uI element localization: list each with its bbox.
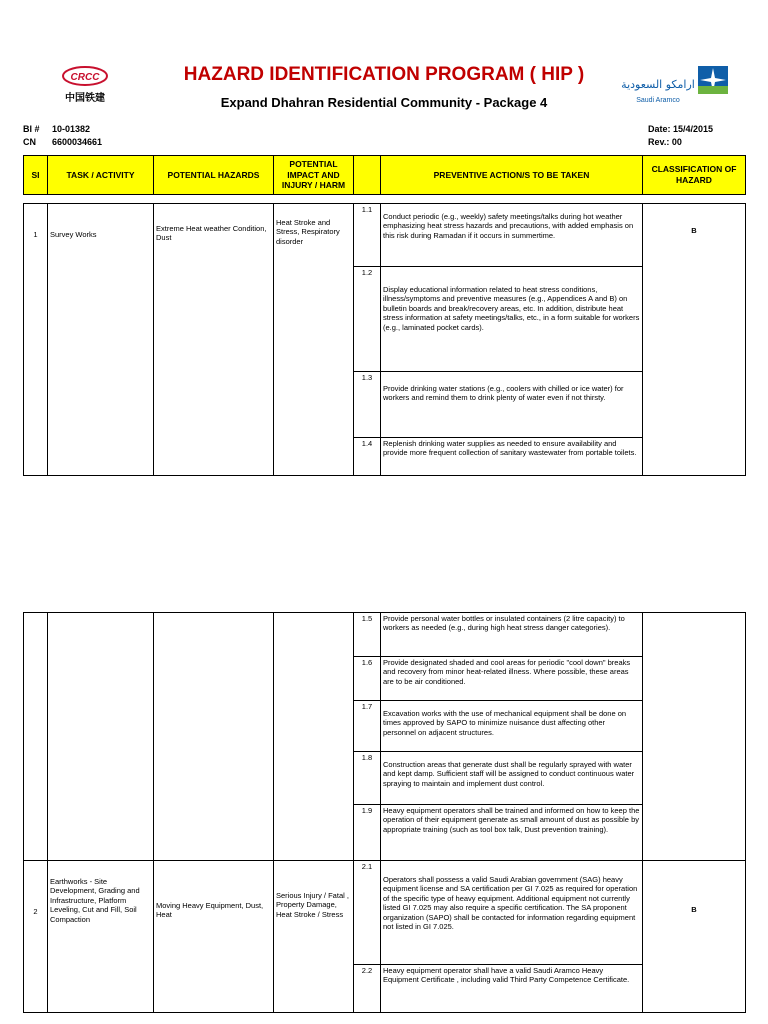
col-impact: POTENTIAL IMPACT AND INJURY / HARM bbox=[274, 156, 354, 195]
table-row bbox=[24, 613, 746, 657]
action-number: 1.9 bbox=[354, 805, 381, 861]
page-subtitle: Expand Dhahran Residential Community - Package 4 bbox=[220, 95, 548, 110]
row-classification-cont bbox=[643, 613, 746, 861]
action-text: Provide designated shaded and cool areas for periodic "cool down" breaks and recovery from minor heat-related illness. Where possible, these areas are to be air conditioned. bbox=[381, 657, 643, 701]
action-number: 1.2 bbox=[354, 267, 381, 372]
action-number: 1.4 bbox=[354, 438, 381, 476]
row-classification: B bbox=[643, 204, 746, 476]
row-impact: Heat Stroke and Stress, Respiratory disorder bbox=[274, 204, 354, 476]
action-number: 1.8 bbox=[354, 752, 381, 805]
date-value: Date: 15/4/2015 bbox=[648, 124, 714, 134]
action-text: Construction areas that generate dust shall be regularly sprayed with water and kept damp. Sufficient staff will be assigned to conduct continuous water spraying to maintain and implement dust control. bbox=[381, 752, 643, 805]
col-actions: PREVENTIVE ACTION/S TO BE TAKEN bbox=[381, 156, 643, 195]
action-text: Conduct periodic (e.g., weekly) safety meetings/talks during hot weather emphasizing heat stress hazards and precautions, with added emphasis on this risk during Ramadan if it occurs in summertime. bbox=[381, 204, 643, 267]
action-text: Provide personal water bottles or insulated containers (2 litre capacity) to workers as needed (e.g., during high heat stress danger categories). bbox=[381, 613, 643, 657]
action-text: Heavy equipment operator shall have a valid Saudi Aramco Heavy Equipment Certificate , including valid Third Party Competence Certificate. bbox=[381, 965, 643, 1013]
cn-label: CN bbox=[23, 137, 36, 147]
revision-value: Rev.: 00 bbox=[648, 137, 682, 147]
action-text: Display educational information related to heat stress conditions, illness/symptoms and preventive measures (e.g., Appendices A and B) on bulletin boards and break/recovery areas, etc. In addition, distribute heat stress information at safety meetings/talks, etc., in a form suitable for workers (e.g., laminated pocket cards). bbox=[381, 267, 643, 372]
row-si-cont bbox=[24, 613, 48, 861]
aramco-arabic-name: ارامكو السعودية bbox=[621, 78, 695, 91]
action-text: Excavation works with the use of mechanical equipment shall be done on times approved by SAPO to minimize nuisance dust affecting other personnel on adjacent structures. bbox=[381, 701, 643, 752]
col-si: SI bbox=[24, 156, 48, 195]
col-task: TASK / ACTIVITY bbox=[48, 156, 154, 195]
crcc-chinese-name: 中国铁建 bbox=[65, 93, 105, 104]
row-hazards: Extreme Heat weather Condition, Dust bbox=[154, 204, 274, 476]
bi-value: 10-01382 bbox=[52, 124, 91, 134]
hazard-table-page-1 bbox=[23, 203, 746, 476]
action-number: 1.5 bbox=[354, 613, 381, 657]
row-task: Earthworks - Site Development, Grading and Infrastructure, Platform Leveling, Cut and Fill, Soil Compaction bbox=[48, 861, 154, 1013]
action-number: 1.3 bbox=[354, 372, 381, 438]
aramco-english-name: Saudi Aramco bbox=[636, 97, 680, 104]
action-text: Provide drinking water stations (e.g., coolers with chilled or ice water) for workers and remind them to drink plenty of water even if not thirsty. bbox=[381, 372, 643, 438]
action-text: Operators shall possess a valid Saudi Arabian government (SAG) heavy equipment license and SA certification per GI 7.025 as required for operation of the specific type of heavy equipment. Additional equipment not currently listed GI 7.025 may also require a specific certification. The SA proponent organization (SAPO) shall be contacted for information regarding equipment not listed in GI 7.025. bbox=[381, 861, 643, 965]
cn-value: 6600034661 bbox=[52, 137, 103, 147]
row-impact: Serious Injury / Fatal , Property Damage, Heat Stroke / Stress bbox=[274, 861, 354, 1013]
action-number: 1.1 bbox=[354, 204, 381, 267]
action-number: 1.7 bbox=[354, 701, 381, 752]
action-text: Replenish drinking water supplies as needed to ensure availability and provide more frequent collection of sanitary wastewater from portable toilets. bbox=[381, 438, 643, 476]
col-num bbox=[354, 156, 381, 195]
row-impact-cont bbox=[274, 613, 354, 861]
row-classification: B bbox=[643, 861, 746, 1013]
table-row bbox=[24, 204, 746, 267]
table-row bbox=[24, 861, 746, 965]
action-number: 2.2 bbox=[354, 965, 381, 1013]
row-hazards-cont bbox=[154, 613, 274, 861]
row-si: 1 bbox=[24, 204, 48, 476]
row-si: 2 bbox=[24, 861, 48, 1013]
row-hazards: Moving Heavy Equipment, Dust, Heat bbox=[154, 861, 274, 1013]
row-task-cont bbox=[48, 613, 154, 861]
hazard-table-page-2 bbox=[23, 612, 746, 1013]
action-number: 1.6 bbox=[354, 657, 381, 701]
col-classification: CLASSIFICATION OF HAZARD bbox=[643, 156, 746, 195]
action-text: Heavy equipment operators shall be trained and informed on how to keep the operation of their equipment generate as small amount of dust as possible by appropriate training (such as tool box talk, Dust prevention training). bbox=[381, 805, 643, 861]
row-task: Survey Works bbox=[48, 204, 154, 476]
crcc-mark: CRCC bbox=[70, 72, 100, 83]
action-number: 2.1 bbox=[354, 861, 381, 965]
page-title: HAZARD IDENTIFICATION PROGRAM ( HIP ) bbox=[183, 64, 585, 85]
bi-label: BI # bbox=[23, 124, 40, 134]
col-hazards: POTENTIAL HAZARDS bbox=[154, 156, 274, 195]
column-header-table bbox=[23, 155, 746, 195]
